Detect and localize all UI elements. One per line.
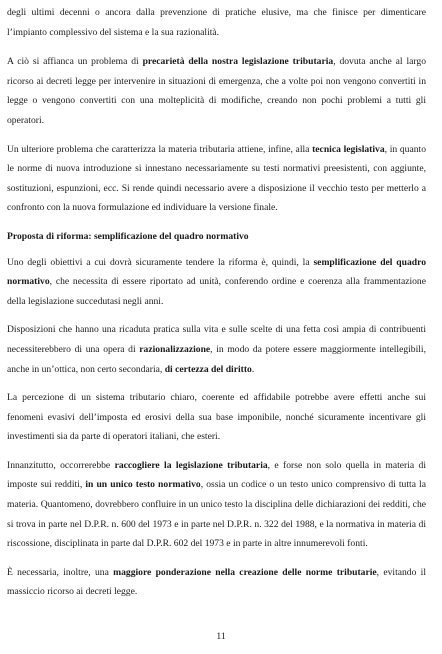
bold-phrase: in un unico testo normativo bbox=[85, 479, 201, 491]
paragraph-6: La percezione di un sistema tributario chiaro, coerente ed affidabile potrebbe avere effetti anche sui fenomeni evasivi dell’imposta ed erosivi della sua base imponibile, nonché sicuramente incentivare gli investimenti sia da parte di operatori italiani, che esteri. bbox=[7, 392, 426, 443]
bold-phrase: maggiore ponderazione nella creazione delle norme tributarie bbox=[113, 566, 377, 578]
bold-phrase: raccogliere la legislazione tributaria bbox=[114, 459, 268, 471]
bold-phrase: precarietà della nostra legislazione tributaria bbox=[142, 56, 334, 68]
paragraph-3: Un ulteriore problema che caratterizza la materia tributaria attiene, infine, alla tecnica legislativa, in quanto le norme di nuova introduzione si innestano necessariamente su testi normativi preesistenti, con aggiunte, sostituzioni, espunzioni, ecc. Si rende quindi necessario avere a disposizione il vecchio testo per metterlo a confronto con la nuova formulazione ed individuare la versione finale. bbox=[7, 143, 426, 214]
section-heading: Proposta di riforma: semplificazione del quadro normativo bbox=[7, 230, 249, 242]
bold-phrase: tecnica legislativa bbox=[312, 143, 385, 155]
paragraph-5: Disposizioni che hanno una ricaduta pratica sulla vita e sulle scelte di una fetta così ampia di contribuenti necessiterebbero di una opera di razionalizzazione, in modo da potere essere maggiormente intellegibili, anche in un’ottica, non certo secondaria, di certezza del diritto. bbox=[7, 324, 426, 375]
paragraph-1: degli ultimi decenni o ancora dalla prevenzione di pratiche elusive, ma che finisce per dimenticare l’impianto complessivo del sistema e la sua razionalità. bbox=[7, 7, 426, 38]
bold-phrase: razionalizzazione bbox=[139, 343, 211, 355]
paragraph-8: È necessaria, inoltre, una maggiore ponderazione nella creazione delle norme tributarie, evitando il massiccio ricorso ai decreti legge. bbox=[7, 566, 427, 598]
paragraph-7: Innanzitutto, occorrerebbe raccogliere la legislazione tributaria, e forse non solo quella in materia di imposte sui redditi, in un unico testo normativo, ossia un codice o un testo unico comprensivo di tutta la materia. Quantomeno, dovrebbero confluire in un unico testo la disciplina delle dichiarazioni dei redditi, che si trova in parte nel D.P.R. n. 600 del 1973 e in parte nel D.P.R. n. 322 del 1988, e la normativa in materia di riscossione, disciplinata in parte dal D.P.R. 602 del 1973 e in parte in altre innumerevoli fonti. bbox=[7, 459, 426, 550]
bold-phrase: di certezza del diritto bbox=[164, 363, 252, 375]
paragraph-4: Uno degli obiettivi a cui dovrà sicuramente tendere la riforma è, quindi, la semplificazione del quadro normativo, che necessita di essere riportato ad unità, conferendo ordine e coerenza alla frammentazione della legislazione succedutasi negli anni. bbox=[7, 256, 426, 307]
paragraph-2: A ciò si affianca un problema di precarietà della nostra legislazione tributaria, dovuta anche al largo ricorso ai decreti legge per intervenire in situazioni di emergenza, che a volte poi non vengono convertiti in legge o vengono convertiti con una molteplicità di modifiche, creando non pochi problemi a tutti gli operatori. bbox=[7, 56, 426, 126]
page-number: 11 bbox=[216, 631, 226, 642]
bold-phrase: semplificazione del quadro normativo bbox=[7, 256, 426, 288]
